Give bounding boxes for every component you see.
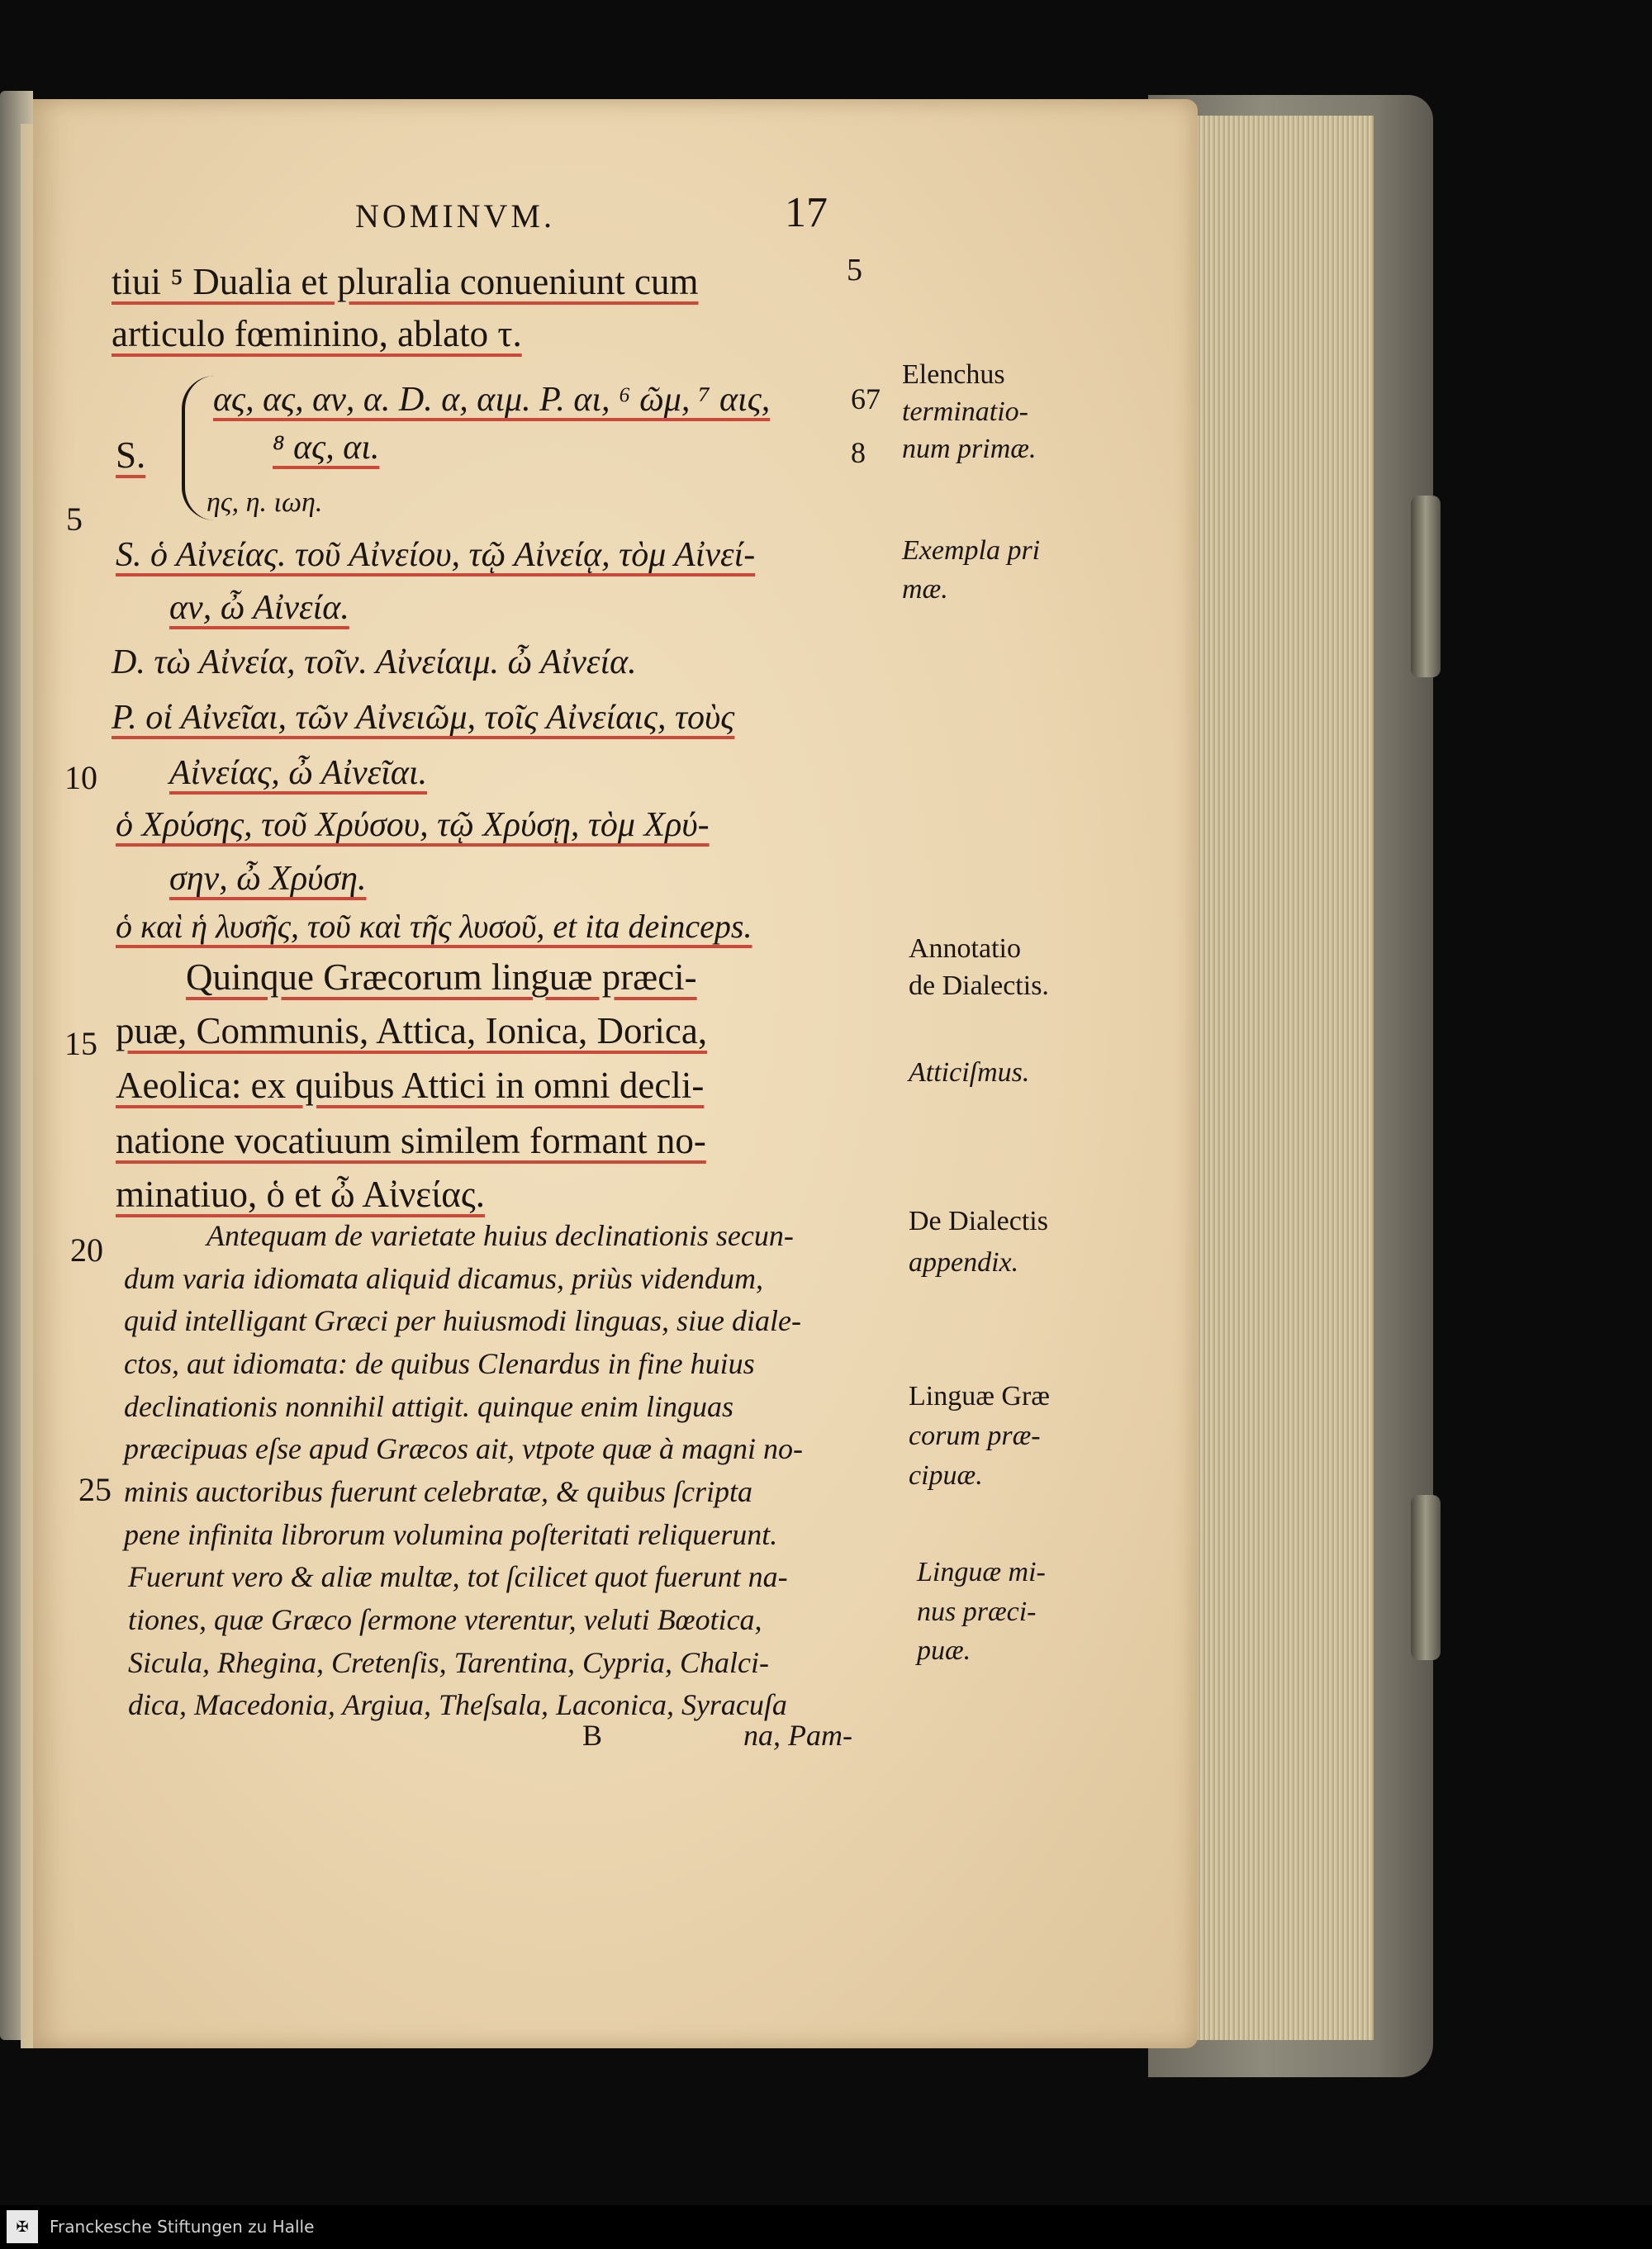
text-line: minis auctoribus fuerunt celebratæ, & quibus ſcripta — [124, 1475, 752, 1508]
text-line: S. ὁ Αἰνείας. τοῦ Αἰνείου, τῷ Αἰνείᾳ, τὸμ Αἰνεί- — [116, 536, 756, 574]
margin-note: num primæ. — [902, 434, 1037, 464]
line-number: 20 — [70, 1231, 103, 1269]
page-block-edge — [1189, 116, 1374, 2040]
line-number: 10 — [64, 759, 97, 796]
footnote-ref: 8 — [851, 436, 866, 469]
text-line: præcipuas eſse apud Græcos ait, vtpote quæ à magni no- — [124, 1432, 803, 1465]
margin-note: Linguæ Græ — [909, 1381, 1050, 1412]
text-line: declinationis nonnihil attigit. quinque enim linguas — [124, 1390, 733, 1423]
footer-bar — [0, 2205, 1652, 2249]
text-line: ὁ Χρύσης, τοῦ Χρύσου, τῷ Χρύσῃ, τὸμ Χρύ- — [116, 806, 710, 844]
text-line: quid intelligant Græci per huiusmodi linguas, siue diale- — [124, 1304, 801, 1337]
page-number: 17 — [785, 189, 828, 236]
margin-note: Annotatio — [909, 933, 1021, 964]
text-line: ας, ας, αν, α. D. α, αιμ. P. αι, ⁶ ῶμ, ⁷ αις, — [213, 381, 771, 419]
section-label: S. — [116, 434, 146, 476]
text-line: ὁ καὶ ἡ λυσῆς, τοῦ καὶ τῆς λυσοῦ, et ita deinceps. — [116, 908, 752, 945]
signature-mark: B — [582, 1719, 603, 1752]
footer-label: Franckesche Stiftungen zu Halle — [50, 2217, 315, 2237]
footnote-ref: 5 — [847, 253, 862, 287]
clasp-bottom — [1411, 1495, 1441, 1660]
margin-note: appendix. — [909, 1247, 1019, 1278]
margin-note: puæ. — [917, 1635, 971, 1666]
text-line: Antequam de varietate huius declinationis secun- — [206, 1219, 794, 1252]
brace-symbol — [182, 376, 218, 520]
text-line: Fuerunt vero & aliæ multæ, tot ſcilicet quot fuerunt na- — [128, 1560, 788, 1593]
text-line: P. οἱ Αἰνεῖαι, τῶν Αἰνειῶμ, τοῖς Αἰνείαις, τοὺς — [112, 699, 735, 737]
text-line: ctos, aut idiomata: de quibus Clenardus in fine huius — [124, 1347, 755, 1380]
line-number: 15 — [64, 1025, 97, 1062]
margin-note: Atticiſmus. — [909, 1057, 1030, 1088]
footnote-ref: 67 — [851, 382, 881, 415]
margin-note: terminatio- — [902, 396, 1028, 427]
text-line: σην, ὦ Χρύση. — [169, 860, 367, 898]
text-line: Aeolica: ex quibus Attici in omni decli- — [116, 1065, 705, 1106]
margin-note: Linguæ mi- — [917, 1557, 1046, 1587]
clasp-top — [1411, 496, 1441, 677]
text-line: natione vocatiuum similem formant no- — [116, 1120, 706, 1161]
text-line: minatiuo, ὁ et ὦ Αἰνείας. — [116, 1174, 485, 1215]
text-line: ⁸ ας, αι. — [273, 429, 380, 467]
margin-note: nus præci- — [917, 1597, 1037, 1627]
running-head: NOMINVM. — [355, 197, 555, 235]
line-number: 5 — [66, 501, 83, 538]
margin-note: de Dialectis. — [909, 970, 1049, 1001]
margin-note: Elenchus — [902, 359, 1005, 390]
institution-logo-icon: ✠ — [7, 2210, 38, 2243]
text-line: dum varia idiomata aliquid dicamus, priùs videndum, — [124, 1262, 763, 1295]
line-number: 25 — [78, 1471, 112, 1508]
text-line: αν, ὦ Αἰνεία. — [169, 589, 349, 627]
margin-note: De Dialectis — [909, 1206, 1048, 1236]
text-line: D. τὼ Αἰνεία, τοῖν. Αἰνείαιμ. ὦ Αἰνεία. — [112, 643, 637, 681]
text-line: dica, Macedonia, Argiua, Theſsala, Laconica, Syracuſa — [128, 1688, 787, 1721]
text-line: pene infinita librorum volumina poſteritati reliquerunt. — [124, 1518, 778, 1551]
text-line: tiones, quæ Græco ſermone vterentur, veluti Bœotica, — [128, 1603, 762, 1636]
text-line: Quinque Græcorum linguæ præci- — [186, 956, 697, 998]
text-line: ης, η. ιωη. — [206, 487, 323, 518]
text-line: Αἰνείας, ὦ Αἰνεῖαι. — [169, 754, 428, 792]
margin-note: mæ. — [902, 574, 948, 605]
margin-note: Exempla pri — [902, 535, 1041, 566]
margin-note: corum præ- — [909, 1421, 1041, 1451]
text-line: tiui ⁵ Dualia et pluralia conueniunt cum — [112, 261, 699, 302]
text-line: puæ, Communis, Attica, Ionica, Dorica, — [116, 1010, 708, 1051]
catchword: na, Pam- — [743, 1719, 852, 1752]
margin-note: cipuæ. — [909, 1460, 983, 1491]
text-line: articulo fœminino, ablato τ. — [112, 313, 522, 354]
text-line: Sicula, Rhegina, Cretenſis, Tarentina, Cypria, Chalci- — [128, 1646, 769, 1679]
